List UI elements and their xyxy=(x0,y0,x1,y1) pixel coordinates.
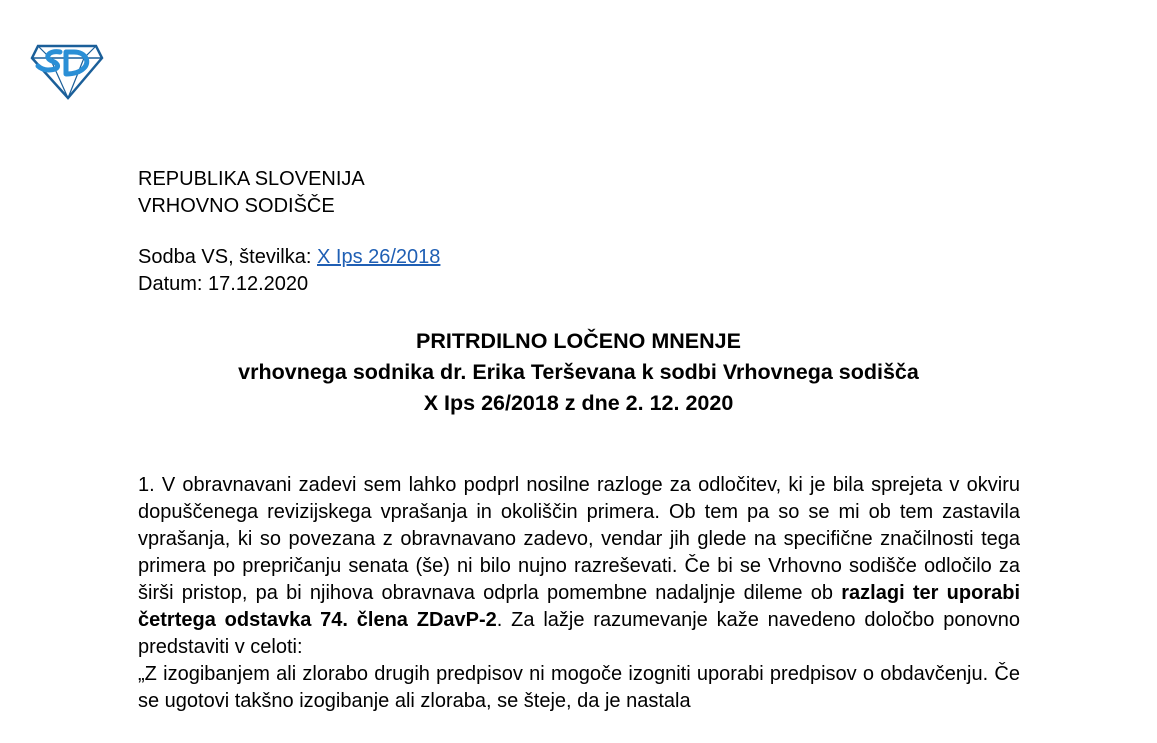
case-date-value: 17.12.2020 xyxy=(208,273,309,295)
court-logo xyxy=(30,40,104,100)
title-line-2: vrhovnega sodnika dr. Erika Terševana k sodbi Vrhovnega sodišča xyxy=(238,360,919,384)
title-line-1: PRITRDILNO LOČENO MNENJE xyxy=(416,329,741,353)
document-body xyxy=(138,472,1020,715)
quote-paragraph: „Z izogibanjem ali zlorabo drugih predpisov ni mogoče izogniti uporabi predpisov o obdavčenju. Če se ugotovi takšno izogibanje ali zloraba, se šteje, da je nastala xyxy=(138,663,1020,712)
paragraph-1-emphasis: razlagi ter uporabi četrtega odstavka 74. člena ZDavP-2 xyxy=(138,582,1021,631)
document-title xyxy=(0,326,1157,419)
court-header xyxy=(138,166,365,220)
sd-diamond-logo-icon xyxy=(30,40,104,100)
case-number-link[interactable]: X Ips 26/2018 xyxy=(317,246,441,268)
case-date-label: Datum: xyxy=(138,273,203,295)
paragraph-1-text: 1. V obravnavani zadevi sem lahko podprl nosilne razloge za odločitev, ki je bila sprejeta v okviru dopuščenega revizijskega vprašanja in okoliščin primera. Ob tem pa so se mi ob tem zastavila vprašanja, ki so povezana z obravnavano zadevo, vendar jih glede na specifične značilnosti tega primera po prepričanju senata (še) ni bilo nujno razreševati. Če bi se Vrhovno sodišče odločilo za širši pristop, pa bi njihova obravnava odprla pomembne nadaljnje dileme ob xyxy=(138,474,1020,604)
case-date-line xyxy=(138,271,440,298)
header-court: VRHOVNO SODIŠČE xyxy=(138,195,335,217)
case-info xyxy=(138,244,440,298)
header-country: REPUBLIKA SLOVENIJA xyxy=(138,168,365,190)
case-number-label: Sodba VS, številka: xyxy=(138,246,312,268)
title-line-3: X Ips 26/2018 z dne 2. 12. 2020 xyxy=(423,391,734,415)
case-number-line xyxy=(138,244,440,271)
paragraph-1 xyxy=(138,472,1020,661)
paragraph-1-end: . Za lažje razumevanje kaže navedeno določbo ponovno predstaviti v celoti: xyxy=(138,609,1020,658)
